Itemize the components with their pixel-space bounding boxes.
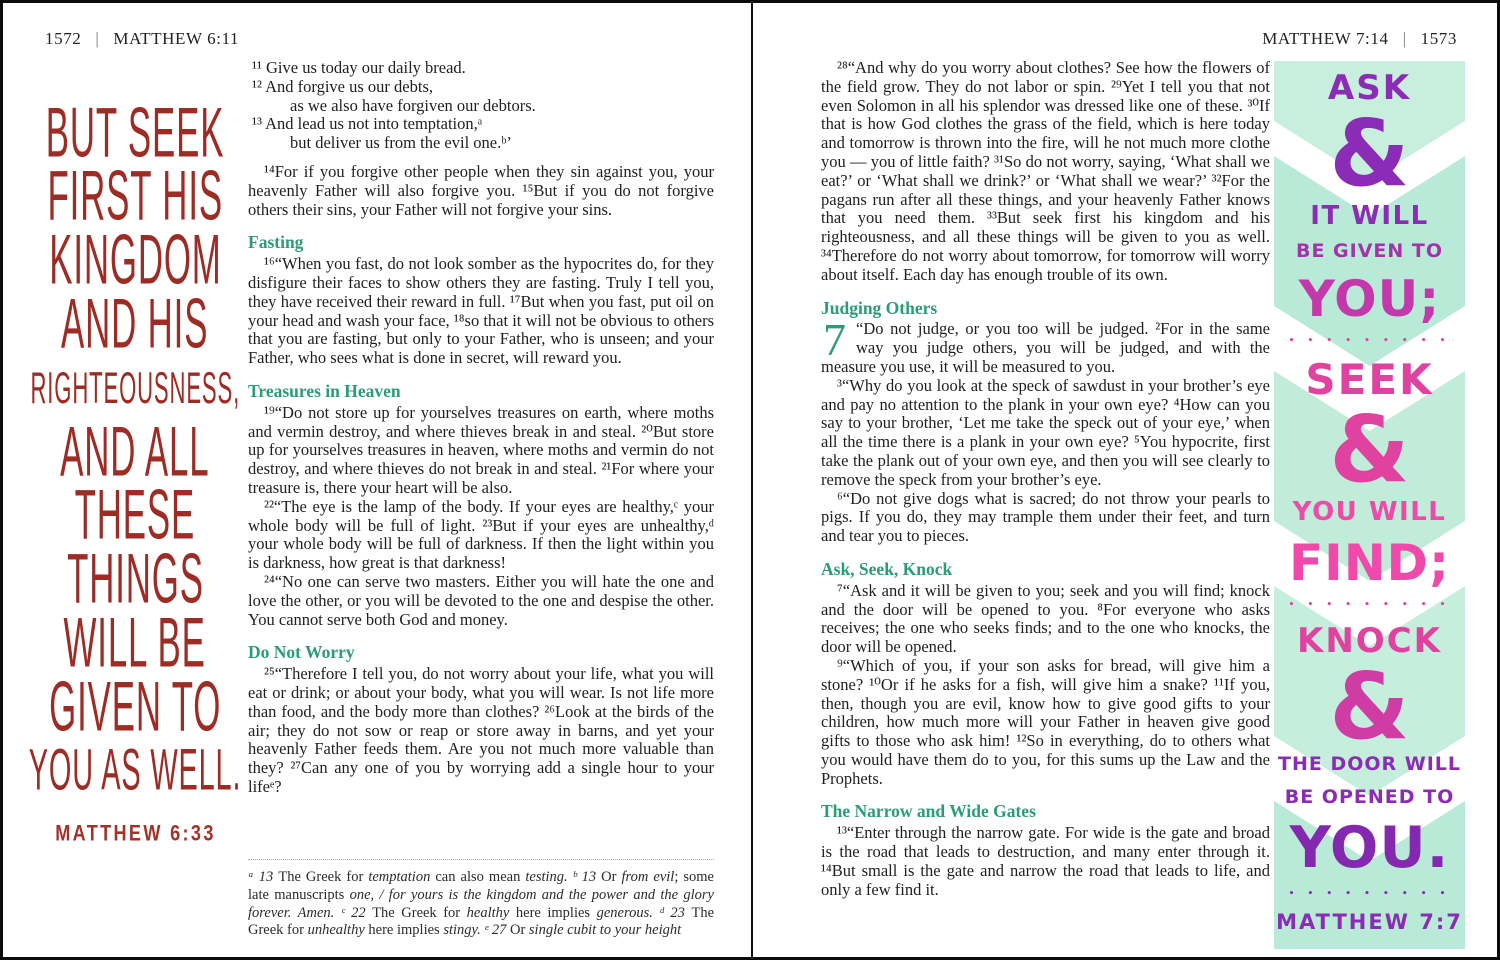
poster-dots: • • • • • • • • • <box>1288 336 1451 347</box>
passage-reference: MATTHEW 6:11 <box>113 29 240 48</box>
poster-word: IT WILL <box>1310 200 1429 231</box>
poster-ampersand: & <box>1329 100 1410 208</box>
running-head-right <box>1262 29 1457 49</box>
poster-citation: MATTHEW 7:7 <box>1276 909 1463 934</box>
header-divider: | <box>95 29 100 48</box>
art-line: YOU AS WELL. <box>28 737 242 803</box>
verse-paragraph: ²⁴“No one can serve two masters. Either you will hate the one and love the other, or you will be devoted to the one and despise the other. You cannot serve both God and money. <box>248 571 714 629</box>
footnote-marker: ᵈ 23 <box>652 904 692 921</box>
page-number: 1572 <box>45 29 82 48</box>
verse-paragraph: ⁷“Ask and it will be given to you; seek and you will find; knock and the door will be opened to you. ⁸For everyone who asks receives; the one who seeks finds; and to the one who knocks, the door will be opened. <box>821 580 1270 657</box>
verse-paragraph: ⁶“Do not give dogs what is sacred; do not throw your pearls to pigs. If you do, they may trample them under their feet, and turn and tear you to pieces. <box>821 488 1270 546</box>
poster-word: SEEK <box>1305 355 1434 405</box>
page-number: 1573 <box>1420 29 1457 48</box>
scripture-column-left <box>248 59 714 797</box>
poster-word: KNOCK <box>1296 620 1442 661</box>
chapter-number-drop-cap: 7 <box>823 314 846 366</box>
poster-word: YOU; <box>1298 270 1441 329</box>
art-line: RIGHTEOUSNESS, <box>30 361 240 414</box>
art-line: AND ALL <box>60 411 210 491</box>
poster-word: THE DOOR WILL <box>1277 753 1462 776</box>
footnote-marker: ᵃ 13 <box>248 869 279 885</box>
section-heading-treasures-in-heaven: Treasures in Heaven <box>248 380 401 401</box>
poster-dots: • • • • • • • • • <box>1288 888 1451 899</box>
poster-word: FIND; <box>1288 534 1451 593</box>
poster-word: YOU WILL <box>1292 497 1447 528</box>
art-line: BUT SEEK <box>45 92 225 172</box>
verse-text: “Do not judge, or you too will be judged. ²For in the same way you judge others, you will be judged, and with the measure you use, it will be measured to you. <box>821 319 1270 376</box>
poster-text-stack <box>1274 61 1465 949</box>
footnote-marker: ᵇ 13 <box>567 869 602 885</box>
poetry-line: ¹³ And lead us not into temptation,ᵃ <box>252 114 483 134</box>
verse-paragraph: ¹⁶“When you fast, do not look somber as the hypocrites do, for they disfigure their faces to show others they are fasting. Truly I tell you, they have received their reward in full. ¹⁷But when you fast, put oil on your head and wash your face, ¹⁸so that it will not be obvious to others that you are fasting, but only to your Father, who is unseen; and your Father, who sees what is done in secret, will reward you. <box>248 254 714 368</box>
poetry-line: as we also have forgiven our debtors. <box>290 95 536 115</box>
section-heading-do-not-worry: Do Not Worry <box>248 642 355 663</box>
chapter-7-opening <box>821 314 1270 376</box>
poetry-line: ¹² And forgive us our debts, <box>252 76 433 96</box>
poster-word: BE OPENED TO <box>1284 785 1455 808</box>
header-divider: | <box>1402 29 1407 48</box>
lords-prayer-poetry <box>252 59 714 153</box>
verse-paragraph: ¹⁹“Do not store up for yourselves treasures on earth, where moths and vermin destroy, and where thieves break in and steal. ²⁰But store up for yourselves treasures in heaven, where moths and vermin do not destroy, and where thieves do not break in and steal. ²¹For where your treasure is, there your heart will be also. <box>248 402 714 497</box>
footnote-marker: ᶜ 22 <box>334 904 373 921</box>
verse-art-matthew-6-33 <box>28 92 242 865</box>
art-line: GIVEN TO <box>48 666 222 747</box>
poetry-line: ¹¹ Give us today our daily bread. <box>252 58 466 77</box>
section-heading-narrow-and-wide-gates: The Narrow and Wide Gates <box>821 801 1036 822</box>
art-line: KINGDOM <box>48 220 222 300</box>
running-head-left <box>45 29 239 49</box>
art-line: THINGS <box>66 539 204 619</box>
poster-word: YOU. <box>1289 814 1450 881</box>
section-heading-ask-seek-knock: Ask, Seek, Knock <box>821 558 953 579</box>
art-line: THESE <box>74 475 196 555</box>
art-line: WILL BE <box>63 603 207 683</box>
art-citation: MATTHEW 6:33 <box>54 822 216 847</box>
passage-reference: MATTHEW 7:14 <box>1262 29 1389 48</box>
section-heading-fasting: Fasting <box>248 232 304 253</box>
verse-paragraph: ²²“The eye is the lamp of the body. If your eyes are healthy,ᶜ your whole body will be full of light. ²³But if your eyes are unhealthy,ᵈ your whole body will be full of darkness. If then the light within you is darkness, how great is that darkness! <box>248 496 714 573</box>
poster-word: BE GIVEN TO <box>1295 240 1444 263</box>
poetry-line: but deliver us from the evil one.ᵇ’ <box>290 133 512 153</box>
verse-paragraph: ¹⁴For if you forgive other people when they sin against you, your heavenly Father will also forgive you. ¹⁵But if you do not forgive others their sins, your Father will not forgive your sins. <box>248 161 714 219</box>
verse-paragraph: ¹³“Enter through the narrow gate. For wide is the gate and broad is the road that leads to destruction, and many enter through it. ¹⁴But small is the gate and narrow the road that leads to life, and only a few find it. <box>821 823 1270 899</box>
footnotes-block: ᵃ 13 The Greek for temptation can also mean testing. ᵇ 13 Or from evil; some late manuscripts one, / for yours is the kingdom and the power and the glory forever. Amen. ᶜ 22 The Greek for healthy here implies generous. ᵈ 23 The Greek for unhealthy here implies stingy. ᵉ 27 Or single cubit to your height <box>248 859 714 940</box>
poster-ampersand: & <box>1329 396 1410 504</box>
poster-word: ASK <box>1327 68 1412 108</box>
verse-paragraph: ⁹“Which of you, if your son asks for bread, will give him a stone? ¹⁰Or if he asks for a fish, will give him a snake? ¹¹If you, then, though you are evil, know how to give good gifts to your children, how much more will your Father in heaven give good gifts to those who ask him! ¹²So in everything, do to others what you would have them do to you, for this sums up the Law and the Prophets. <box>821 655 1270 788</box>
verse-paragraph: ²⁵“Therefore I tell you, do not worry about your life, what you will eat or drink; or about your body, what you will wear. Is not life more than food, and the body more than clothes? ²⁶Look at the birds of the air; they do not sow or reap or store away in barns, and yet your heavenly Father feeds them. Are you not much more valuable than they? ²⁷Can any one of you by worrying add a single hour to your lifeᵉ? <box>248 664 714 796</box>
page-gutter-divider <box>751 3 753 957</box>
section-heading-judging-others: Judging Others <box>821 297 938 318</box>
art-line: AND HIS <box>61 284 209 364</box>
verse-paragraph: ³“Why do you look at the speck of sawdust in your brother’s eye and pay no attention to the plank in your own eye? ⁴How can you say to your brother, ‘Let me take the speck out of your eye,’ when all the time there is a plank in your own eye? ⁵You hypocrite, first take the plank out of your own eye, and then you will see clearly to remove the speck from your brother’s eye. <box>821 375 1270 489</box>
art-line: FIRST HIS <box>47 156 223 236</box>
scripture-column-right <box>821 59 1270 899</box>
verse-art-matthew-7-7 <box>1274 61 1465 949</box>
poster-dots: • • • • • • • • • <box>1288 600 1451 611</box>
verse-paragraph: ²⁸“And why do you worry about clothes? See how the flowers of the field grow. They do not labor or spin. ²⁹Yet I tell you that not even Solomon in all his splendor was dressed like one of these. ³⁰If that is how God clothes the grass of the field, which is here today and tomorrow is thrown into the fire, will he not much more clothe you — you of little faith? ³¹So do not worry, saying, ‘What shall we eat?’ or ‘What shall we drink?’ or ‘What shall we wear?’ ³²For the pagans run after all these things, and your heavenly Father knows that you need them. ³³But seek first his kingdom and his righteousness, and all these things will be given to you as well. ³⁴Therefore do not worry about tomorrow, for tomorrow will worry about itself. Each day has enough trouble of its own. <box>821 58 1270 284</box>
poster-ampersand: & <box>1329 652 1410 760</box>
footnote-marker: ᵉ 27 <box>480 922 510 939</box>
